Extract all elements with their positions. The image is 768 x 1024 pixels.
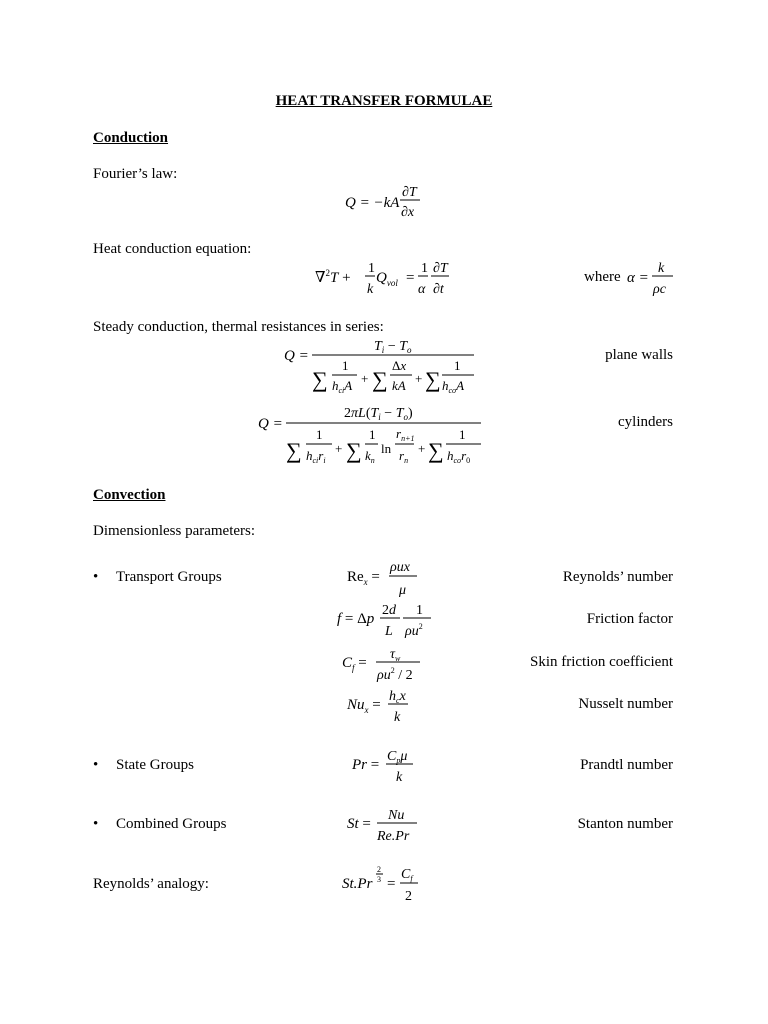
svg-text:1: 1 (459, 427, 466, 442)
svg-text:1: 1 (316, 427, 323, 442)
svg-text:Nux =: $Nu_x$ = (347, 697, 381, 715)
svg-text:2: 2 (405, 889, 412, 904)
svg-text:3: 3 (377, 875, 381, 884)
svg-text:α =: α = (627, 270, 649, 286)
state-groups-item: • State Groups (116, 757, 194, 774)
svg-text:f = Δp: f = Δp (337, 611, 375, 627)
svg-text:k: k (396, 770, 403, 785)
svg-text:Q = −kA: Q = −kA (345, 195, 400, 211)
svg-text:hcx: $h_cx$ (389, 689, 406, 705)
svg-text:ln: ln (381, 441, 392, 456)
prandtl-equation (350, 744, 430, 788)
fourier-equation (340, 180, 430, 222)
skin-friction-equation (340, 642, 430, 686)
svg-text:∂T: ∂T (433, 261, 448, 276)
reynolds-analogy-label: Reynolds’ analogy: (93, 876, 209, 892)
svg-text:1: 1 (416, 603, 423, 618)
svg-text:∂t: ∂t (433, 282, 444, 297)
svg-text:kn: $k_n$ (365, 448, 375, 465)
heat-eq-label: Heat conduction equation: (93, 241, 252, 257)
svg-text:∑: ∑ (312, 367, 328, 392)
svg-text:2πL(Ti − To): $2\pi L(T_i - T_o)$ (344, 406, 413, 422)
svg-text:Cpμ: $C_p\mu$ (387, 749, 408, 765)
svg-text:1: 1 (342, 358, 349, 373)
svg-text:∂x: ∂x (401, 205, 415, 220)
svg-text:k: k (394, 710, 401, 725)
page-title: HEAT TRANSFER FORMULAE (275, 93, 493, 109)
stanton-equation (345, 803, 425, 847)
svg-text:+: + (335, 441, 343, 456)
svg-text:2: 2 (377, 865, 381, 874)
svg-text:rn: $r_n$ (399, 448, 409, 465)
stanton-name: Stanton number (577, 816, 673, 832)
svg-text:L: L (385, 624, 393, 639)
svg-text:rn+1: $r_{n+1}$ (396, 426, 415, 443)
reynolds-name: Reynolds’ number (562, 569, 673, 585)
cylinders-label: cylinders (618, 414, 673, 430)
plane-wall-equation (282, 335, 482, 397)
svg-text:=: = (387, 876, 396, 892)
svg-text:ρu2: $\rho u^2$ (405, 622, 423, 639)
svg-text:1: 1 (421, 261, 428, 276)
plane-walls-label: plane walls (605, 347, 673, 363)
friction-equation (335, 598, 445, 642)
svg-text:1: 1 (368, 261, 375, 276)
svg-text:Qvol: $Q_{vol}$ (376, 270, 398, 288)
svg-text:Re.Pr: Re.Pr (377, 829, 410, 844)
svg-text:∑: ∑ (425, 367, 441, 392)
svg-text:+: + (361, 371, 369, 386)
reynolds-equation (345, 556, 425, 600)
svg-text:hciA: $h_{ci}A$ (332, 378, 353, 395)
svg-text:μ: μ (399, 583, 407, 598)
svg-text:+: + (415, 371, 423, 386)
svg-text:∇2T +: ∇$^2$T + (315, 268, 351, 286)
conduction-heading: Conduction (93, 130, 169, 146)
friction-name: Friction factor (586, 611, 673, 627)
reynolds-analogy-equation (340, 860, 430, 906)
svg-text:Rex =: $Re_x$ = (347, 569, 380, 587)
svg-text:Δx: Δx (392, 358, 407, 373)
svg-text:=: = (406, 270, 415, 286)
svg-text:∑: ∑ (372, 367, 388, 392)
svg-text:Ti − To: $T_i - T_o$ (374, 339, 412, 355)
dimensionless-label: Dimensionless parameters: (93, 523, 256, 539)
svg-text:Nu: Nu (388, 808, 405, 823)
alpha-note-label: where (584, 269, 621, 285)
svg-text:k: k (367, 282, 374, 297)
combined-groups-item: • Combined Groups (116, 816, 226, 833)
svg-text:Cf =: $C_f$ = (342, 655, 367, 673)
alpha-definition (625, 256, 680, 300)
prandtl-name: Prandtl number (580, 757, 673, 773)
skin-friction-name: Skin friction coefficient (529, 654, 673, 670)
svg-text:hcor0: $h_{co}r_0$ (447, 448, 471, 465)
svg-text:∂T: ∂T (402, 185, 417, 200)
svg-text:1: 1 (454, 358, 461, 373)
steady-label: Steady conduction, thermal resistances in series: (93, 319, 384, 335)
svg-text:2d: 2d (382, 603, 396, 618)
svg-text:Cf: $C_f$ (401, 867, 413, 883)
svg-text:∑: ∑ (428, 438, 444, 463)
svg-text:1: 1 (369, 427, 376, 442)
svg-text:τw: $\tau_w$ (390, 647, 401, 663)
svg-text:St.Pr: St.Pr (342, 876, 373, 892)
svg-text:hcoA: $h_{co}A$ (442, 378, 465, 395)
svg-text:hciri: $h_{ci}r_i$ (306, 448, 326, 465)
svg-text:∑: ∑ (346, 438, 362, 463)
svg-text:ρux: ρux (390, 560, 410, 575)
svg-text:ρc: ρc (653, 282, 666, 297)
svg-text:∑: ∑ (286, 438, 302, 463)
svg-text:+: + (418, 441, 426, 456)
convection-heading: Convection (93, 487, 166, 503)
svg-text:α: α (418, 282, 426, 297)
transport-groups-item: • Transport Groups (116, 569, 222, 586)
nusselt-name: Nusselt number (578, 696, 673, 712)
svg-text:Q =: Q = (258, 416, 283, 432)
fourier-label: Fourier’s law: (93, 166, 178, 182)
heat-conduction-equation (310, 256, 450, 300)
cylinder-equation (256, 400, 486, 472)
svg-text:St =: St = (347, 816, 371, 832)
svg-text:Q =: Q = (284, 348, 309, 364)
svg-text:Pr =: Pr = (352, 757, 380, 773)
nusselt-equation (345, 684, 425, 728)
svg-text:k: k (658, 261, 665, 276)
svg-text:kA: kA (392, 378, 406, 393)
svg-text:ρu2 / 2: $\rho u^2 / 2$ (377, 666, 413, 683)
